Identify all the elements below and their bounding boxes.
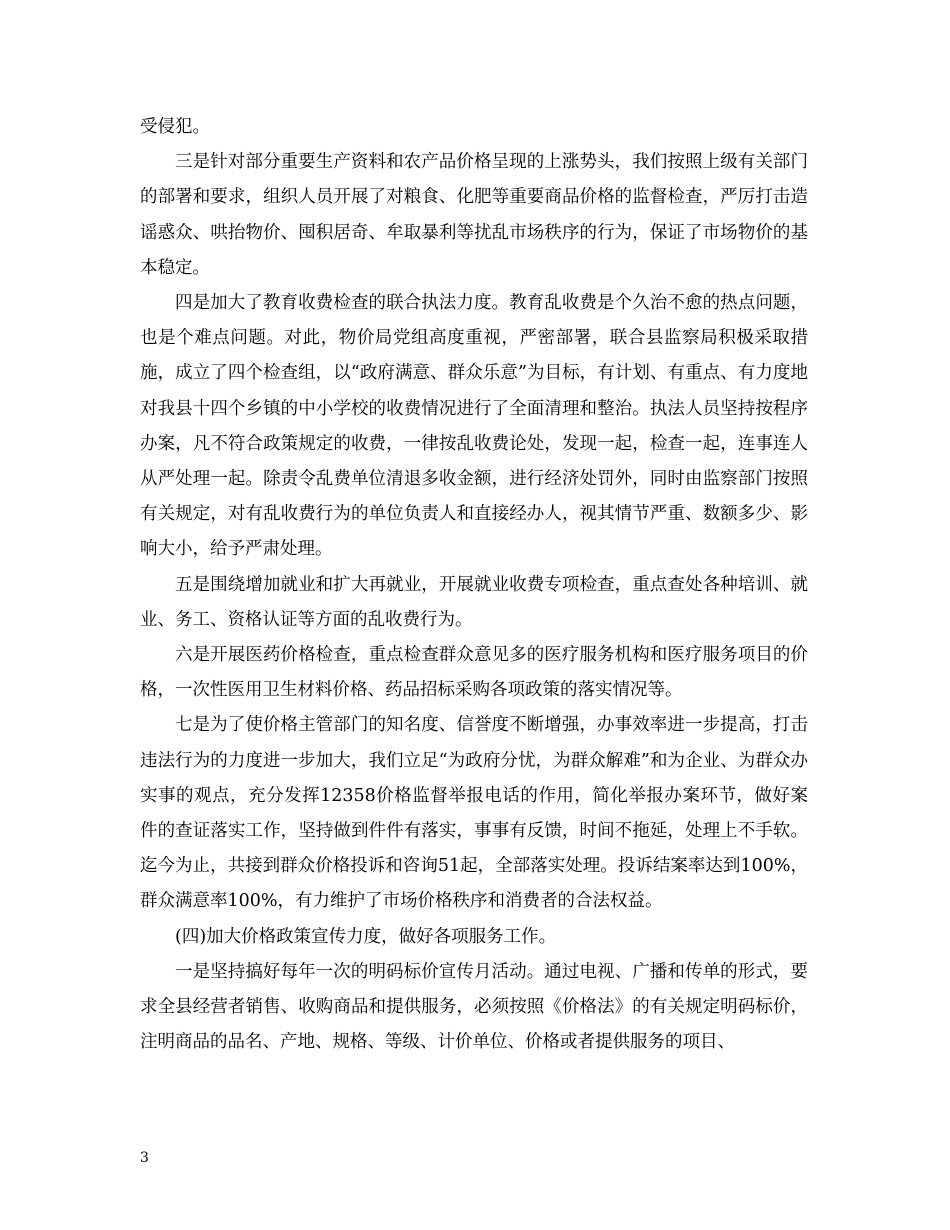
paragraph: 六是开展医药价格检查，重点检查群众意见多的医疗服务机构和医疗服务项目的价格，一次性医用卫生材料价格、药品招标采购各项政策的落实情况等。 — [140, 645, 808, 701]
paragraph: 四是加大了教育收费检查的联合执法力度。教育乱收费是个久治不愈的热点问题，也是个难点问题。对此，物价局党组高度重视，严密部署，联合县监察局积极采取措施，成立了四个检查组，以“政府满意、群众乐意”为目标，有计划、有重点、有力度地对我县十四个乡镇的中小学校的收费情况进行了全面清理和整治。执法人员坚持按程序办案，凡不符合政策规定的收费，一律按乱收费论处，发现一起，检查一起，连事连人从严处理一起。除责令乱费单位清退多收金额，进行经济处罚外，同时由监察部门按照有关规定，对有乱收费行为的单位负责人和直接经办人，视其情节严重、数额多少、影响大小，给予严肃处理。 — [140, 293, 808, 560]
paragraph: 五是围绕增加就业和扩大再就业，开展就业收费专项检查，重点查处各种培训、就业、务工、资格认证等方面的乱收费行为。 — [140, 574, 808, 630]
body-text — [140, 110, 808, 1060]
paragraph: 七是为了使价格主管部门的知名度、信誉度不断增强，办事效率进一步提高，打击违法行为的力度进一步加大，我们立足“为政府分忧，为群众解难”和为企业、为群众办实事的观点，充分发挥12358价格监督举报电话的作用，简化举报办案环节，做好案件的查证落实工作，坚持做到件件有落实，事事有反馈，时间不拖延，处理上不手软。迄今为止，共接到群众价格投诉和咨询51起，全部落实处理。投诉结案率达到100%，群众满意率100%，有力维护了市场价格秩序和消费者的合法权益。 — [140, 715, 808, 912]
paragraph: 三是针对部分重要生产资料和农产品价格呈现的上涨势头，我们按照上级有关部门的部署和要求，组织人员开展了对粮食、化肥等重要商品价格的监督检查，严厉打击造谣惑众、哄抬物价、囤积居奇、牟取暴利等扰乱市场秩序的行为，保证了市场物价的基本稳定。 — [140, 152, 808, 278]
paragraph: 一是坚持搞好每年一次的明码标价宣传月活动。通过电视、广播和传单的形式，要求全县经营者销售、收购商品和提供服务，必须按照《价格法》的有关规定明码标价，注明商品的品名、产地、规格、等级、计价单位、价格或者提供服务的项目、 — [140, 961, 808, 1053]
section-heading: (四)加大价格政策宣传力度，做好各项服务工作。 — [175, 926, 557, 947]
page-number: 3 — [140, 1150, 149, 1166]
paragraph: 受侵犯。 — [140, 117, 210, 137]
